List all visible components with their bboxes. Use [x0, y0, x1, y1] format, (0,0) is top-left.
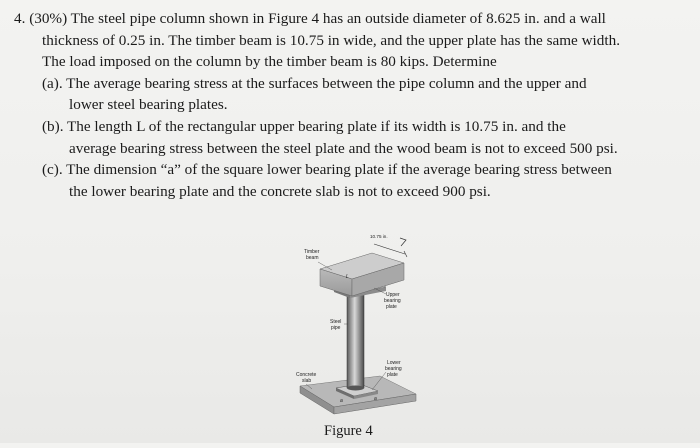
problem-line-1: 4. (30%) The steel pipe column shown in Figure 4 has an outside diameter of 8.625 in. and a wall — [14, 10, 606, 27]
concrete-slab-label-2: slab — [302, 378, 312, 384]
problem-statement — [14, 8, 690, 202]
problem-line-2: thickness of 0.25 in. The timber beam is 10.75 in wide, and the upper plate has the same width. — [42, 31, 620, 49]
timber-beam-label-1: Timber — [304, 249, 320, 255]
upper-plate-label-3: plate — [386, 304, 397, 310]
dimension-label: 10.75 in. — [370, 234, 388, 239]
lower-plate-label-2: bearing — [385, 366, 402, 372]
timber-beam-label-2: beam — [306, 255, 319, 261]
length-L-label: L — [346, 274, 349, 280]
part-b-line-2: average bearing stress between the steel plate and the wood beam is not to exceed 500 psi. — [69, 139, 618, 157]
problem-line-3: The load imposed on the column by the timber beam is 80 kips. Determine — [42, 53, 497, 71]
dimension-a-label-1: a — [340, 398, 343, 404]
part-a-line-1: (a). The average bearing stress at the surfaces between the pipe column and the upper and — [42, 74, 587, 92]
lower-plate-label-3: plate — [387, 372, 398, 378]
figure-caption: Figure 4 — [324, 423, 373, 439]
part-a-line-2: lower steel bearing plates. — [69, 96, 228, 114]
steel-pipe-label-2: pipe — [331, 325, 341, 331]
column-diagram — [282, 226, 432, 443]
upper-plate-label-2: bearing — [384, 298, 401, 304]
upper-plate-label-1: Upper — [386, 292, 400, 298]
part-b-line-1: (b). The length L of the rectangular upper bearing plate if its width is 10.75 in. and the — [42, 117, 566, 135]
steel-pipe-label-1: Steel — [330, 319, 342, 325]
part-c-line-1: (c). The dimension “a” of the square lower bearing plate if the average bearing stress between — [42, 161, 612, 179]
dimension-10-75 — [370, 234, 407, 257]
dimension-a-label-2: a — [374, 396, 377, 402]
lower-plate-label-1: Lower — [387, 360, 401, 366]
concrete-slab-label-1: Concrete — [296, 372, 317, 378]
timber-beam — [320, 253, 404, 296]
steel-pipe — [347, 292, 364, 391]
part-c-line-2: the lower bearing plate and the concrete slab is not to exceed 900 psi. — [69, 182, 491, 200]
figure-4-illustration — [282, 226, 432, 443]
